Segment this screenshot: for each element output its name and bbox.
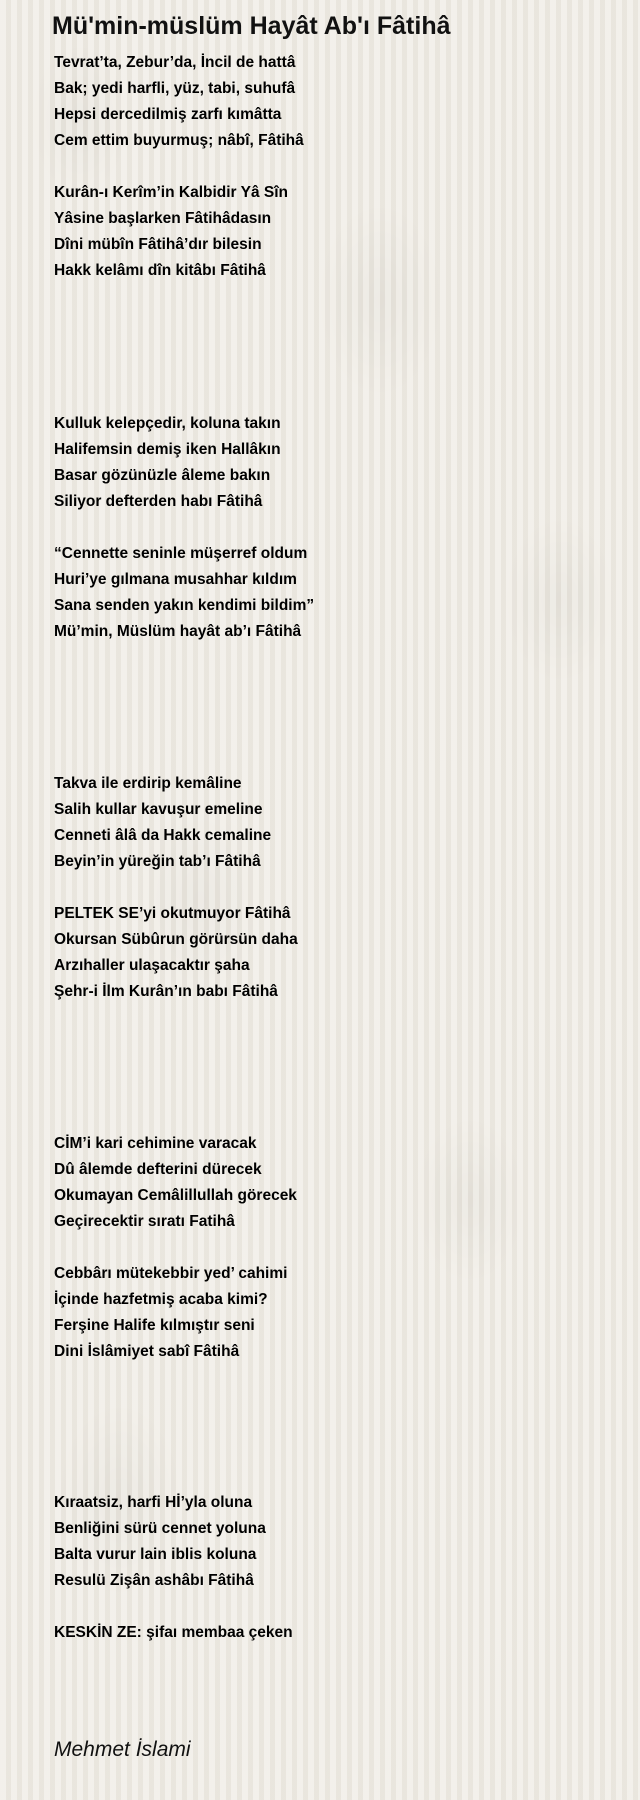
- stanza-2: [54, 180, 288, 284]
- stanza-8: [54, 1261, 287, 1365]
- poem-line: Bak; yedi harfli, yüz, tabi, suhufâ: [54, 80, 296, 97]
- poem-line: Salih kullar kavuşur emeline: [54, 801, 263, 818]
- poem-line: Kulluk kelepçedir, koluna takın: [54, 415, 281, 432]
- poem-line: Cebbârı mütekebbir yed’ cahimi: [54, 1265, 288, 1282]
- stanza-3: [54, 411, 281, 515]
- poem-line: Kurân-ı Kerîm’in Kalbidir Yâ Sîn: [54, 184, 288, 201]
- poem-line: Tevrat’ta, Zebur’da, İncil de hattâ: [54, 54, 296, 71]
- stanza-9: [54, 1490, 266, 1594]
- poem-line: Arzıhaller ulaşacaktır şaha: [54, 957, 250, 974]
- poem-line: Basar gözünüzle âleme bakın: [54, 467, 271, 484]
- poem-line: CİM’i kari cehimine varacak: [54, 1135, 257, 1152]
- poem-line: Takva ile erdirip kemâline: [54, 775, 242, 792]
- poem-line: Okursan Sübûrun görürsün daha: [54, 931, 298, 948]
- poem-title: Mü'min-müslüm Hayât Ab'ı Fâtihâ: [52, 12, 451, 40]
- poem-line: KESKİN ZE: şifaı membaa çeken: [54, 1624, 293, 1641]
- poem-line: Benliğini sürü cennet yoluna: [54, 1520, 266, 1537]
- poem-line: Geçirecektir sıratı Fatihâ: [54, 1213, 235, 1230]
- stanza-6: [54, 901, 298, 1005]
- poem-line: Dû âlemde defterini dürecek: [54, 1161, 262, 1178]
- author-name: Mehmet İslami: [54, 1738, 191, 1761]
- poem-line: Halifemsin demiş iken Hallâkın: [54, 441, 281, 458]
- poem-line: Balta vurur lain iblis koluna: [54, 1546, 257, 1563]
- poem-line: “Cennette seninle müşerref oldum: [54, 545, 308, 562]
- poem-line: Beyin’in yüreğin tab’ı Fâtihâ: [54, 853, 261, 870]
- poem-line: Huri’ye gılmana musahhar kıldım: [54, 571, 297, 588]
- poem-line: Hakk kelâmı dîn kitâbı Fâtihâ: [54, 262, 266, 279]
- poem-line: Sana senden yakın kendimi bildim”: [54, 597, 315, 614]
- poem-line: İçinde hazfetmiş acaba kimi?: [54, 1291, 268, 1308]
- poem-line: Resulü Zişân ashâbı Fâtihâ: [54, 1572, 254, 1589]
- poem-line: Dîni mübîn Fâtihâ’dır bilesin: [54, 236, 262, 253]
- poem-line: Siliyor defterden habı Fâtihâ: [54, 493, 263, 510]
- stanza-5: [54, 771, 271, 875]
- poem-line: Dini İslâmiyet sabî Fâtihâ: [54, 1343, 240, 1360]
- poem-line: Hepsi dercedilmiş zarfı kımâtta: [54, 106, 282, 123]
- poem-line: Cem ettim buyurmuş; nâbî, Fâtihâ: [54, 132, 304, 149]
- poem-line: Ferşine Halife kılmıştır seni: [54, 1317, 255, 1334]
- poem-line: Şehr-i İlm Kurân’ın babı Fâtihâ: [54, 983, 278, 1000]
- stanza-10: [54, 1620, 293, 1646]
- stanza-7: [54, 1131, 297, 1235]
- poem-line: Yâsine başlarken Fâtihâdasın: [54, 210, 272, 227]
- poem-line: Mü’min, Müslüm hayât ab’ı Fâtihâ: [54, 623, 302, 640]
- poem-line: Cenneti âlâ da Hakk cemaline: [54, 827, 272, 844]
- stanza-4: [54, 541, 314, 645]
- poem-line: Kıraatsiz, harfi Hİ’yla oluna: [54, 1494, 253, 1511]
- poem-line: PELTEK SE’yi okutmuyor Fâtihâ: [54, 905, 291, 922]
- poem-line: Okumayan Cemâlillullah görecek: [54, 1187, 297, 1204]
- stanza-1: [54, 50, 304, 154]
